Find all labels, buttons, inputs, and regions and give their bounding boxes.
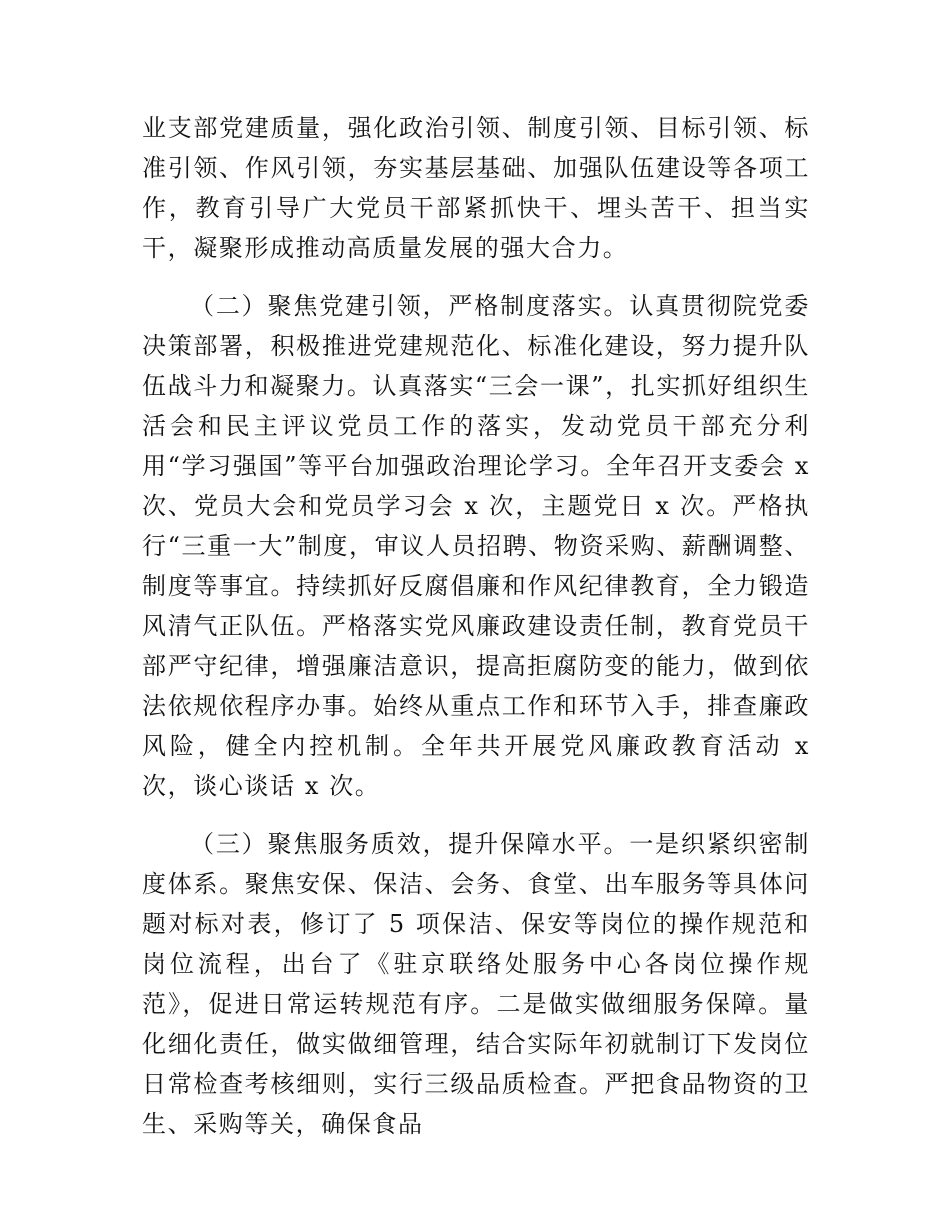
paragraph-party-building: （二）聚焦党建引领，严格制度落实。认真贯彻院党委决策部署，积极推进党建规范化、标准化建设，努力提升队伍战斗力和凝聚力。认真落实“三会一课”，扎实抓好组织生活会和民主评议党员工作的落实，发动党员干部充分利用“学习强国”等平台加强政治理论学习。全年召开支委会 x 次、党员大会和党员学习会 x 次，主题党日 x 次。严格执行“三重一大”制度，审议人员招聘、物资采购、薪酬调整、制度等事宜。持续抓好反腐倡廉和作风纪律教育，全力锻造风清气正队伍。严格落实党风廉政建设责任制，教育党员干部严守纪律，增强廉洁意识，提高拒腐防变的能力，做到依法依规依程序办事。始终从重点工作和环节入手，排查廉政风险，健全内控机制。全年共开展党风廉政教育活动 x 次，谈心谈话 x 次。 <box>142 292 810 800</box>
paragraph-continuation: 业支部党建质量，强化政治引领、制度引领、目标引领、标准引领、作风引领，夯实基层基础、加强队伍建设等各项工作，教育引导广大党员干部紧抓快干、埋头苦干、担当实干，凝聚形成推动高质量发展的强大合力。 <box>142 114 810 262</box>
document-page <box>142 108 810 1162</box>
paragraph-service-quality: （三）聚焦服务质效，提升保障水平。一是织紧织密制度体系。聚焦安保、保洁、会务、食堂、出车服务等具体问题对标对表，修订了 5 项保洁、保安等岗位的操作规范和岗位流程，出台了《驻京联络处服务中心各岗位操作规范》，促进日常运转规范有序。二是做实做细服务保障。量化细化责任，做实做细管理，结合实际年初就制订下发岗位日常检查考核细则，实行三级品质检查。严把食品物资的卫生、采购等关，确保食品 <box>142 830 810 1138</box>
